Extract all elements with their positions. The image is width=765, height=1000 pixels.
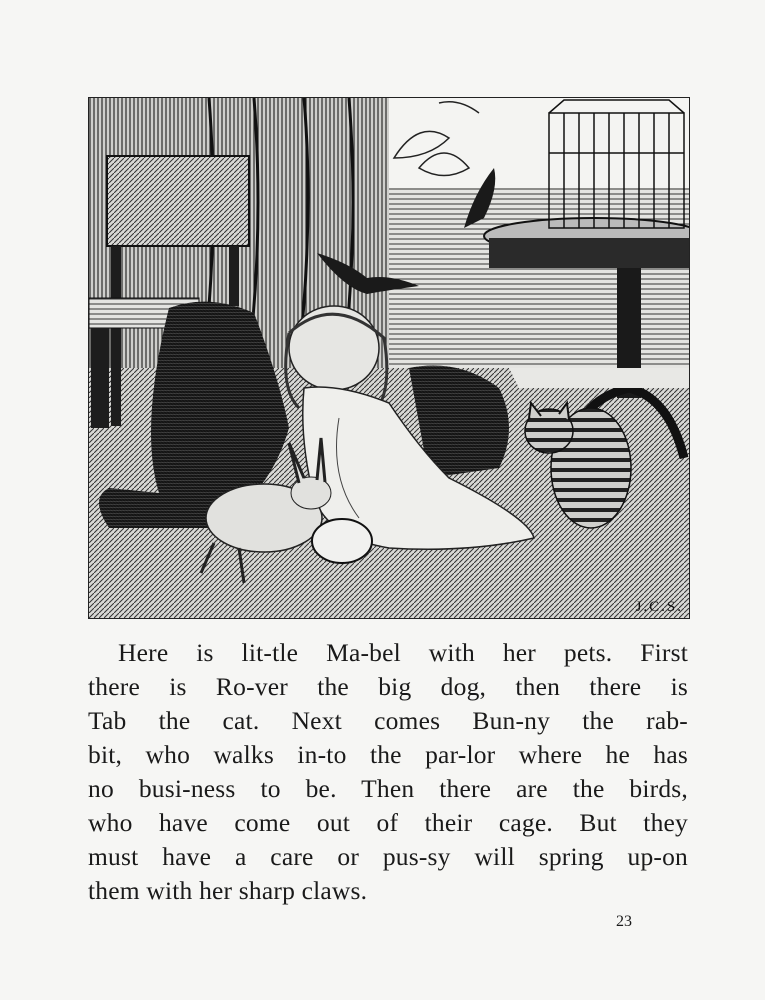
story-paragraph [88,636,688,908]
paragraph-line: Tab the cat. Next comes Bun-ny the rab- [88,706,688,735]
engraving-scene [89,98,689,618]
paragraph-line: must have a care or pus-sy will spring up-on [88,842,688,871]
paragraph-line: who have come out of their cage. But they [88,808,688,837]
paragraph-line: no busi-ness to be. Then there are the birds, [88,774,688,803]
artist-signature: J.C.S. [635,599,683,615]
saucer [312,519,372,563]
paragraph-line: there is Ro-ver the big dog, then there is [88,672,688,701]
paragraph-line: Here is lit-tle Ma-bel with her pets. First [118,638,688,667]
paragraph-line: them with her sharp claws. [88,876,368,905]
wall-panelling [389,188,689,368]
engraving-illustration [88,97,690,619]
paragraph-line: bit, who walks in-to the par-lor where he has [88,740,688,769]
page-number: 23 [616,913,632,930]
